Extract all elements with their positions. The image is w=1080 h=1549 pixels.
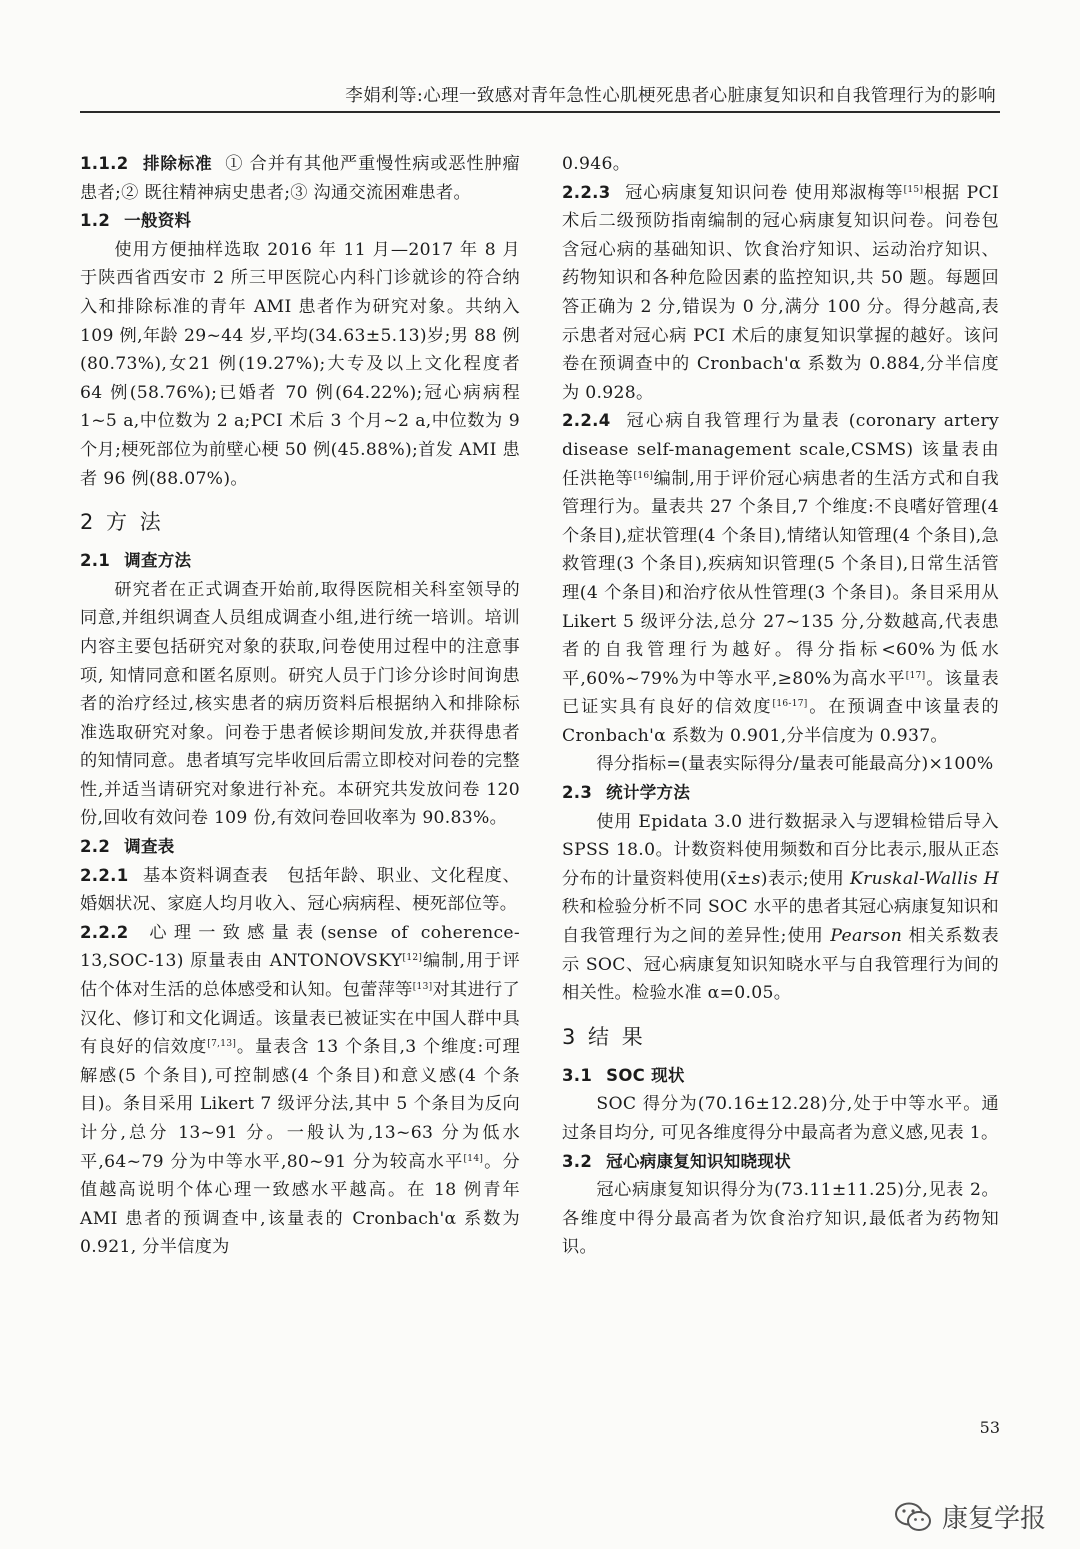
section-1-1-2	[80, 150, 520, 207]
paragraph-knowledge-status: 冠心病康复知识得分为(73.11±11.25)分,见表 2。各维度中得分最高者为饮食治疗知识,最低者为药物知识。	[562, 1180, 999, 1258]
text-run: 。该量表已证实具有良好的信效度	[562, 668, 999, 718]
citation: [13]	[412, 982, 433, 993]
section-3-heading: 3 结 果	[562, 1024, 646, 1049]
text-run: 秩和检验分析不同 SOC 水平的患者其冠心病康复知识和自我管理行为之间的差异性;使用	[562, 897, 999, 947]
section-1-2-heading	[80, 207, 520, 236]
citation: [7,13]	[207, 1039, 237, 1050]
section-number: 2.2.4	[562, 411, 611, 431]
section-3-2-heading	[562, 1148, 999, 1177]
right-column	[562, 150, 999, 1262]
section-2-1-heading	[80, 547, 520, 576]
section-number: 2.2.2	[80, 922, 129, 942]
citation: [16-17]	[772, 699, 808, 710]
formula: 得分指标=(量表实际得分/量表可能最高分)×100%	[596, 754, 994, 775]
section-number: 3.2	[562, 1151, 593, 1171]
italic-term: Pearson	[830, 926, 903, 947]
text-run: 冠心病康复知识问卷 使用郑淑梅等	[624, 182, 904, 203]
section-heading: 调查表	[124, 837, 175, 857]
section-2-2-4	[562, 407, 999, 750]
wechat-watermark	[894, 1498, 1046, 1535]
section-number: 2.2.3	[562, 182, 611, 202]
section-heading: 一般资料	[124, 211, 192, 231]
header-rule	[80, 111, 1000, 113]
text-run: 编制,用于评价冠心病患者的生活方式和自我管理行为。量表共 27 个条目,7 个维度:不良嗜好管理(4 个条目),症状管理(4 个条目),情绪认知管理(4 个条目),急救管理(3 个条目),疾病知识管理(5 个条目),日常生活管理(4 个条目)和治疗依从性管理(3 个条目)。条目采用从 Likert 5 级评分法,总分 27~135 分,分数越高,代表患者的自我管理行为越好。得分指标<60%为低水平,60%~79%为中等水平,≥80%为高水平	[562, 468, 1000, 689]
italic-term: Kruskal-Wallis H	[849, 868, 999, 889]
citation: [17]	[905, 670, 926, 681]
section-number: 1.2	[80, 211, 111, 231]
text-run: 。量表含 13 个条目,3 个维度:可理解感(5 个条目),可控制感(4 个条目)和意义感(4 个条目)。条目采用 Likert 7 级评分法,其中 5 个条目为反向计分,总分 13~91 分。一般认为,13~63 分为低水平,64~79 分为中等水平,80~91 分为较高水平	[80, 1037, 521, 1172]
text-run: )表示;使用	[760, 868, 850, 889]
section-heading: 排除标准	[142, 154, 213, 173]
text-run: 使用 Epidata 3.0 进行数据录入与逻辑检错后导入 SPSS 18.0。计数资料使用频数和百分比表示,服从正态分布的计量资料使用(	[562, 811, 999, 889]
section-number: 2.1	[80, 551, 111, 571]
paragraph: 包括年龄、职业、文化程度、婚姻状况、家庭人均月收入、冠心病病程、梗死部位等。	[80, 865, 520, 915]
section-2-2-3	[562, 179, 999, 408]
paragraph-soc-status: SOC 得分为(70.16±12.28)分,处于中等水平。通过条目均分, 可见各维度得分中最高者为意义感,见表 1。	[562, 1094, 999, 1143]
text-run: 。在预调查中该量表的 Cronbach'α 系数为 0.901,分半信度为 0.937。	[562, 697, 999, 746]
section-heading: 基本资料调查表	[142, 865, 269, 886]
text-run: 心理一致感量表(sense of coherence-13,SOC-13) 原量表由 ANTONOVSKY	[80, 922, 520, 972]
citation: [12]	[402, 953, 423, 964]
section-2-heading: 2 方 法	[80, 510, 164, 535]
citation: [16]	[633, 470, 654, 481]
continued-text: 0.946。	[562, 154, 631, 174]
section-heading: 统计学方法	[606, 783, 691, 803]
text-run: 相关系数表示 SOC、冠心病康复知识知晓水平与自我管理行为间的相关性。检验水准 α=0.05。	[562, 926, 999, 1004]
section-heading: SOC 现状	[606, 1065, 685, 1085]
math-symbol: x̄±s	[726, 868, 761, 889]
wechat-account-name: 康复学报	[941, 1504, 1046, 1534]
section-number: 3.1	[562, 1065, 593, 1085]
citation: [14]	[463, 1153, 484, 1164]
paragraph-general-info: 使用方便抽样选取 2016 年 11 月—2017 年 8 月于陕西省西安市 2 所三甲医院心内科门诊就诊的符合纳入和排除标准的青年 AMI 患者作为研究对象。共纳入 109 例,年龄 29~44 岁,平均(34.63±5.13)岁;男 88 例(80.73%),女21 例(19.27%);大专及以上文化程度者 64 例(58.76%);已婚者 70 例(64.22%);冠心病病程 1~5 a,中位数为 2 a;PCI 术后 3 个月~2 a,中位数为 9 个月;梗死部位为前壁心梗 50 例(45.88%);首发 AMI 患者 96 例(88.07%)。	[80, 239, 520, 489]
section-heading: 调查方法	[124, 551, 192, 571]
text-run: 根据 PCI 术后二级预防指南编制的冠心病康复知识问卷。问卷包含冠心病的基础知识、饮食治疗知识、运动治疗知识、药物知识和各种危险因素的监控知识,共 50 题。每题回答正确为 2 分,错误为 0 分,满分 100 分。得分越高,表示患者对冠心病 PCI 术后的康复知识掌握的越好。该问卷在预调查中的 Cronbach'α 系数为 0.884,分半信度为 0.928。	[562, 182, 999, 403]
citation: [15]	[903, 184, 924, 195]
section-2-2-heading	[80, 833, 520, 862]
text-run: 编制,用于评估个体对生活的总体感受和认知。包蕾萍等	[80, 951, 520, 1001]
section-2-3-heading	[562, 779, 999, 808]
section-number: 2.2	[80, 837, 111, 857]
left-column	[80, 150, 520, 1262]
paragraph-survey-method: 研究者在正式调查开始前,取得医院相关科室领导的同意,并组织调查人员组成调查小组,进行统一培训。培训内容主要包括研究对象的获取,问卷使用过程中的注意事项, 知情同意和匿名原则。研究人员于门诊分诊时间询患者的治疗经过,核实患者的病历资料后根据纳入和排除标准选取研究对象。问卷于患者候诊期间发放,并获得患者的知情同意。患者填写完毕收回后需立即校对问卷的完整性,并适当请研究对象进行补充。本研究共发放问卷 120 份,回收有效问卷 109 份,有效问卷回收率为 90.83%。	[80, 579, 520, 829]
text-run: 冠心病自我管理行为量表 (coronary artery disease self-management scale,CSMS) 该量表由任洪艳等	[562, 411, 999, 489]
section-number: 1.1.2	[80, 154, 129, 173]
wechat-icon	[894, 1501, 932, 1533]
paragraph: ① 合并有其他严重慢性病或恶性肿瘤患者;② 既往精神病史患者;③ 沟通交流困难患者。	[80, 154, 520, 203]
section-heading: 冠心病康复知识知晓现状	[606, 1151, 791, 1171]
text-run: 对其进行了汉化、修订和文化调适。该量表已被证实在中国人群中具有良好的信效度	[80, 980, 520, 1058]
page-number: 53	[979, 1418, 1000, 1437]
text-run: 。分值越高说明个体心理一致感水平越高。在 18 例青年 AMI 患者的预调查中,该量表的 Cronbach'α 系数为 0.921, 分半信度为	[80, 1151, 520, 1258]
running-header: 李娟利等:心理一致感对青年急性心肌梗死患者心脏康复知识和自我管理行为的影响	[345, 86, 996, 106]
section-2-2-2	[80, 919, 520, 1262]
section-number: 2.2.1	[80, 865, 129, 885]
paragraph-statistics	[562, 808, 999, 1008]
section-2-2-1	[80, 862, 520, 919]
section-number: 2.3	[562, 783, 593, 803]
section-3-1-heading	[562, 1062, 999, 1091]
